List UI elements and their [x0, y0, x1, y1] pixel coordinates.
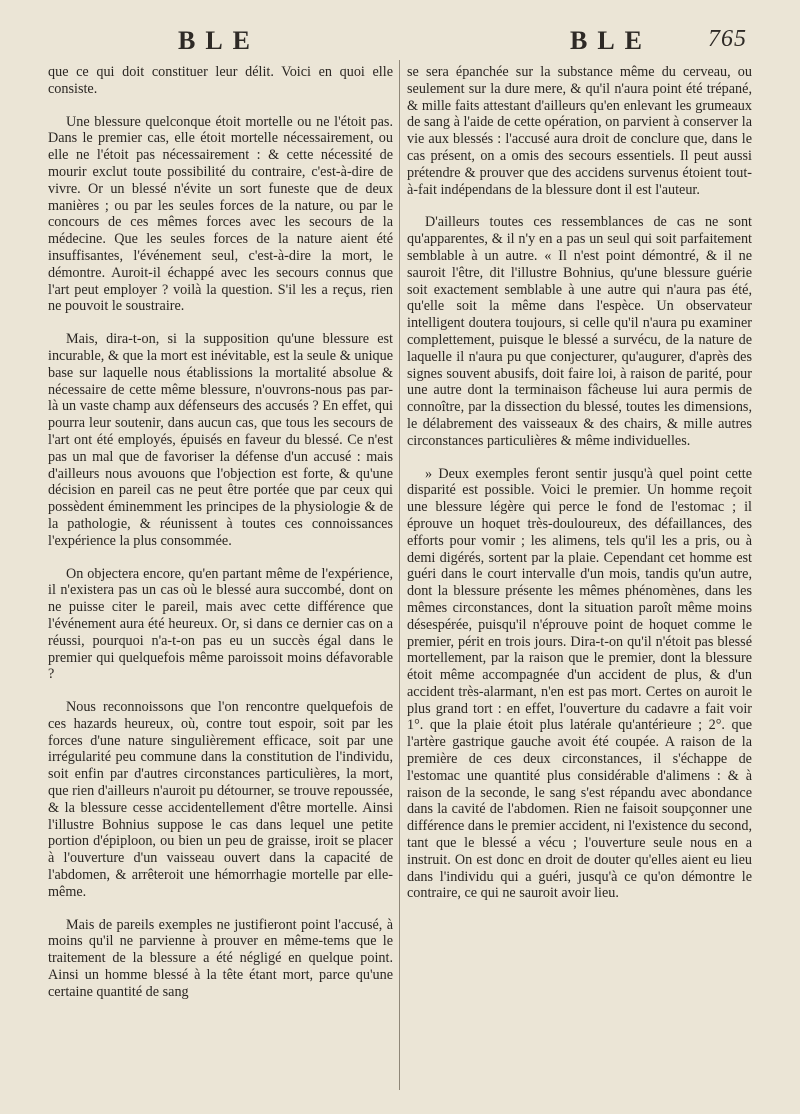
paragraph: On objectera encore, qu'en partant même de l'expérience, il n'existera pas un cas où le blessé aura succombé, dont on ne puisse citer le pareil, mais avec cette différence que l'événement aura été heureux. Or, si dans ce dernier cas on a réussi, pourquoi n'a-t-on pas eu un succès égal dans le premier qui quelquefois même paroissoit moins défavorable ?	[48, 565, 393, 683]
paragraph: Mais de pareils exemples ne justifieront point l'accusé, à moins qu'il ne parvienne à prouver en même-tems que le traitement de la blessure a été négligé en quelque point. Ainsi un homme blessé à la tête étant mort, parce qu'une certaine quantité de sang	[48, 916, 393, 1000]
running-head-left: BLE	[178, 26, 261, 55]
paragraph: » Deux exemples feront sentir jusqu'à quel point cette disparité est possible. Voici le premier. Un homme reçoit une blessure légère qui perce le fond de l'estomac ; il éprouve un hoquet très-douloureux, des défaillances, des efforts pour vomir ; les alimens, tels qu'il les a pris, ou à demi digérés, sortent par la plaie. Cependant cet homme est guéri dans le court intervalle d'un mois, tandis qu'un autre, dont la blessure présente les mêmes phénomènes, dans les mêmes circonstances, dont la situation paroît même moins désespérée, puisqu'il n'éprouve point de hoquet comme le premier, périt en trois jours. Dira-t-on qu'il n'étoit pas blessé mortellement, par la raison que le premier, dont la blessure étoit même accompagnée d'un accident de plus, & d'un accident très-alarmant, n'en est pas mort. Certes on auroit le plus grand tort : en effet, l'ouverture du cadavre a fait voir 1°. que la plaie étoit plus latérale qu'antérieure ; 2°. que l'artère gastrique gauche avoit été coupée. A raison de la première de ces deux circonstances, il s'échappe de l'estomac une quantité plus considérable d'alimens : & à raison de la seconde, le sang s'est répandu avec abondance dans la cavité de l'abdomen. Rien ne faisoit soupçonner une différence dans le premier accident, ni l'existence du second, tant que le blessé a vécu ; l'ouverture seule nous en a instruit. On est donc en droit de douter qu'elles aient eu lieu dans l'individu qui a guéri, jusqu'à ce qu'on démontre le contraire, ce qui ne sauroit avoir lieu.	[407, 465, 752, 902]
paragraph: Une blessure quelconque étoit mortelle ou ne l'étoit pas. Dans le premier cas, elle étoit mortelle nécessairement, ou elle ne l'étoit pas nécessairement : & cette nécessité de mourir exclut toute possibilité du contraire, c'est-à-dire de vivre. Or un blessé n'évite un sort funeste que de deux manières ; ou par les seules forces de la nature, ou par le concours de ces mêmes forces avec les secours de la médecine. Que les seules forces de la nature aient été insuffisantes, l'événement seul, c'est-à-dire la mort, le démontre. Auroit-il échappé avec les secours connus que l'art peut employer ? voilà la question. S'il les a reçus, rien ne pouvoit le soustraire.	[48, 113, 393, 315]
paragraph: se sera épanchée sur la substance même du cerveau, ou seulement sur la dure mere, & qu'il n'aura point été trépané, & mille faits attestant d'ailleurs qu'en enlevant les grumeaux de sang à l'aide de cette opération, on parvient à conserver la vie aux blessés : l'accusé aura droit de conclure que, dans le cas présent, on a omis des secours essentiels. Il peut aussi prétendre & prouver que des accidens survenus étoient tout-à-fait indépendans de la blessure dont il est l'auteur.	[407, 64, 752, 198]
right-column	[407, 64, 752, 918]
paragraph: Nous reconnoissons que l'on rencontre quelquefois de ces hazards heureux, où, contre tout espoir, soit par les forces d'une nature singulièrement efficace, soit par une irrégularité peu commune dans la constitution de l'individu, soit enfin par d'autres circonstances particulières, la mort, que rien d'ailleurs n'auroit pu détourner, se trouve repoussée, & la blessure cesse accidentellement d'être mortelle. Ainsi l'illustre Bohnius suppose le cas dans lequel une petite portion d'épiploon, ou bien un peu de graisse, iroit se placer à l'ouverture d'un vaisseau ouvert dans la capacité de l'abdomen, & arrêteroit une hémorrhagie mortelle par elle-même.	[48, 699, 393, 900]
column-divider	[399, 60, 400, 1090]
paragraph: que ce qui doit constituer leur délit. Voici en quoi elle consiste.	[48, 64, 393, 97]
page-number: 765	[708, 26, 747, 52]
paragraph: D'ailleurs toutes ces ressemblances de cas ne sont qu'apparentes, & il n'y en a pas un seul qui soit parfaitement semblable à un autre. « Il n'est point démontré, & il ne sauroit l'être, dit l'illustre Bohnius, qu'une blessure guérie soit exactement semblable à une autre qui n'aura pas été, qu'elle soit la même dans l'espèce. Un observateur intelligent doutera toujours, si celle qu'il n'aura pu examiner complettement, puisque le blessé a survécu, de la nature de laquelle il n'aura pu que conjecturer, qu'augurer, d'après des signes souvent abusifs, doit faire loi, à raison de parité, pour une autre dont la terminaison fâcheuse lui aura permis de connoître, par la dissection du blessé, toutes les dimensions, le délabrement des vaisseaux & des chairs, & mille autres circonstances particulières & même individuelles.	[407, 214, 752, 449]
left-column	[48, 64, 393, 1017]
running-head-right: BLE	[570, 26, 653, 55]
paragraph: Mais, dira-t-on, si la supposition qu'une blessure est incurable, & que la mort est inévitable, est la seule & unique base sur laquelle nous établissions la mortalité absolue & nécessaire de cette même blessure, n'ouvrons-nous pas par-là un vaste champ aux défenseurs des accusés ? En effet, qui pourra leur soutenir, dans aucun cas, que tous les secours de l'art ont été employés, épuisés en faveur du blessé. Ce n'est pas un mal que de favoriser la défense d'un accusé : mais d'ailleurs nous avouons que l'objection est forte, & qu'une décision en pareil cas ne peut être portée que par ceux qui possèdent éminemment les principes de la physiologie & de la pathologie, & réunissent à toutes ces connoissances l'expérience la plus consommée.	[48, 331, 393, 549]
